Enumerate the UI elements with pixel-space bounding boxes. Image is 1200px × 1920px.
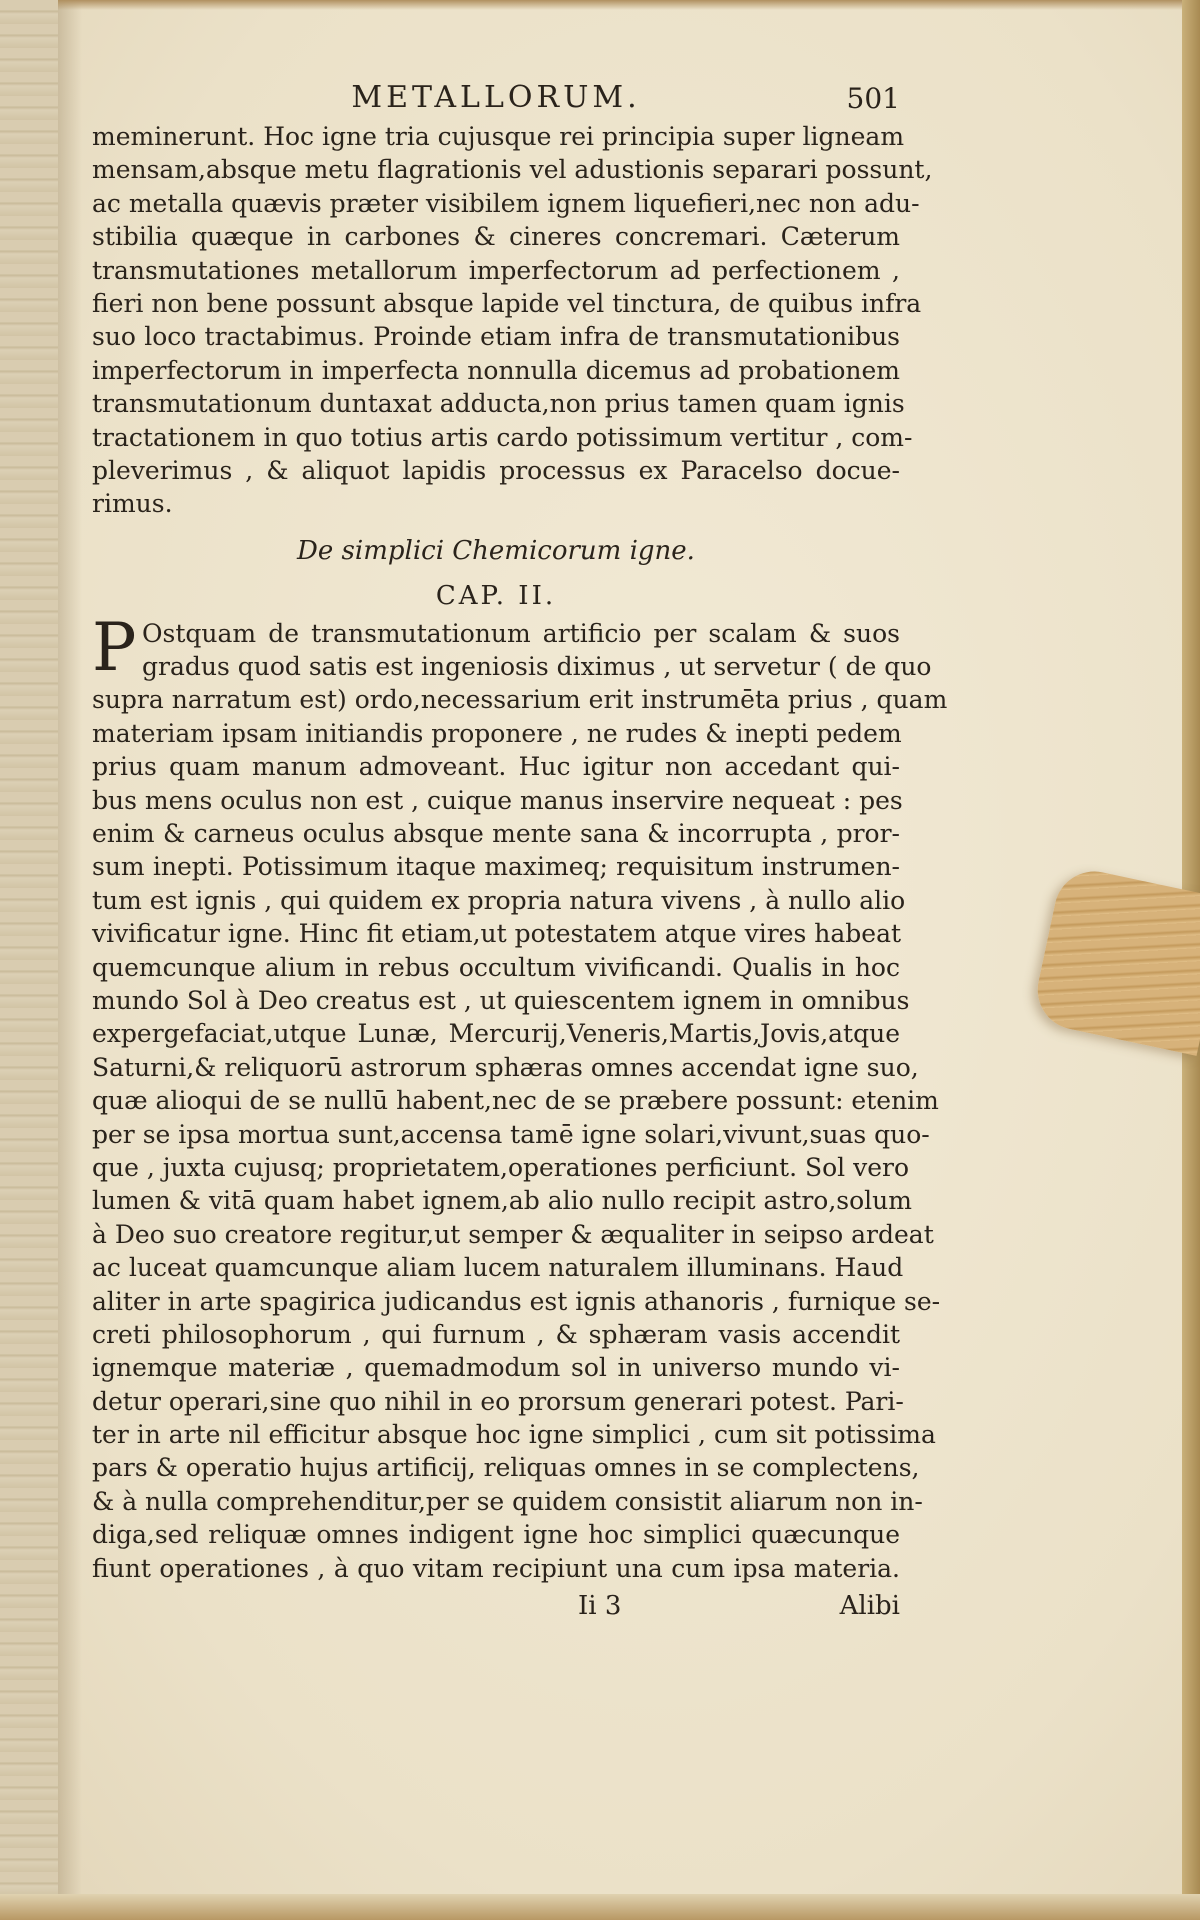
text-block: [92, 78, 948, 1627]
text-line: mundo Sol à Deo creatus est , ut quiescentem ignem in omnibus: [92, 985, 910, 1015]
text-line: per se ipsa mortua sunt,accensa tamē igne solari,vivunt,suas quo-: [92, 1119, 930, 1149]
text-line: expergefaciat,utque Lunæ, Mercurij,Veneris,Martis,Jovis,atque: [92, 1019, 900, 1049]
text-line: ter in arte nil efficitur absque hoc igne simplici , cum sit potissima: [92, 1420, 936, 1450]
running-head: METALLORUM.: [351, 80, 641, 115]
wooden-page-holder: [1030, 864, 1200, 1056]
text-line: bus mens oculus non est , cuique manus inservire nequeat : pes: [92, 785, 903, 815]
text-line: à Deo suo creatore regitur,ut semper & æqualiter in seipso ardeat: [92, 1219, 934, 1249]
page-stack-left-edge: [0, 0, 58, 1920]
page-header: [92, 78, 900, 120]
text-line: aliter in arte spagirica judicandus est ignis athanoris , furnique se-: [92, 1286, 941, 1316]
text-line: quemcunque alium in rebus occultum vivificandi. Qualis in hoc: [92, 952, 900, 982]
page-footer: [92, 1587, 900, 1627]
text-line: transmutationum duntaxat adducta,non prius tamen quam ignis: [92, 389, 905, 419]
text-line: pleverimus , & aliquot lapidis processus ex Paracelso docue-: [92, 455, 900, 485]
text-line: supra narratum est) ordo,necessarium erit instrumēta prius , quam: [92, 685, 948, 715]
drop-cap: P: [92, 608, 137, 686]
text-line: imperfectorum in imperfecta nonnulla dicemus ad probationem: [92, 355, 900, 385]
paragraph-1: [92, 120, 933, 521]
text-line: meminerunt. Hoc igne tria cujusque rei principia super ligneam: [92, 122, 905, 151]
text-line: Saturni,& reliquorū astrorum sphæras omnes accendat igne suo,: [92, 1052, 919, 1082]
paragraph-2: [92, 608, 948, 1585]
text-line: que , juxta cujusq; proprietatem,operationes perficiunt. Sol vero: [92, 1152, 910, 1182]
text-line: vivificatur igne. Hinc fit etiam,ut potestatem atque vires habeat: [92, 919, 902, 949]
chapter-heading: CAP. II.: [435, 580, 557, 611]
text-line: fiunt operationes , à quo vitam recipiunt una cum ipsa materia.: [92, 1553, 900, 1583]
text-line: ac luceat quamcunque aliam lucem naturalem illuminans. Haud: [92, 1253, 904, 1283]
text-line: gradus quod satis est ingeniosis diximus , ut servetur ( de quo: [142, 652, 932, 682]
page-bottom-edge: [0, 1894, 1200, 1920]
text-line: tractationem in quo totius artis cardo potissimum vertitur , com-: [92, 422, 913, 452]
catchword: Alibi: [839, 1591, 900, 1622]
page-number: 501: [846, 82, 900, 115]
text-line: diga,sed reliquæ omnes indigent igne hoc simplici quæcunque: [92, 1520, 900, 1550]
text-line: suo loco tractabimus. Proinde etiam infra de transmutationibus: [92, 322, 900, 352]
text-line: stibilia quæque in carbones & cineres concremari. Cæterum: [92, 222, 900, 252]
text-line: sum inepti. Potissimum itaque maximeq; requisitum instrumen-: [92, 852, 900, 882]
text-line: fieri non bene possunt absque lapide vel tinctura, de quibus infra: [92, 288, 922, 318]
signature-mark: Ii 3: [578, 1591, 622, 1622]
text-line: & à nulla comprehenditur,per se quidem consistit aliarum non in-: [92, 1486, 923, 1516]
text-line: ac metalla quævis præter visibilem ignem liquefieri,nec non adu-: [92, 188, 920, 218]
text-line: quæ alioqui de se nullū habent,nec de se præbere possunt: etenim: [92, 1086, 939, 1116]
text-line: prius quam manum admoveant. Huc igitur non accedant qui-: [92, 752, 900, 782]
text-line: materiam ipsam initiandis proponere , ne rudes & inepti pedem: [92, 718, 902, 748]
text-line: enim & carneus oculus absque mente sana & incorrupta , pror-: [92, 819, 900, 849]
text-line: creti philosophorum , qui furnum , & sphæram vasis accendit: [92, 1319, 900, 1349]
text-line: ignemque materiæ , quemadmodum sol in universo mundo vi-: [92, 1353, 900, 1383]
text-line: mensam,absque metu flagrationis vel adustionis separari possunt,: [92, 155, 933, 185]
text-line: transmutationes metallorum imperfectorum ad perfectionem ,: [92, 255, 900, 285]
text-line: Ostquam de transmutationum artificio per scalam & suos: [142, 618, 900, 648]
text-line: tum est ignis , qui quidem ex propria natura vivens , à nullo alio: [92, 885, 906, 915]
text-line: rimus.: [92, 489, 173, 519]
text-line: pars & operatio hujus artificij, reliquas omnes in se complectens,: [92, 1453, 920, 1483]
section-title: De simplici Chemicorum igne.: [297, 535, 695, 566]
text-line: detur operari,sine quo nihil in eo prorsum generari potest. Pari-: [92, 1386, 904, 1416]
text-line: lumen & vitā quam habet ignem,ab alio nullo recipit astro,solum: [92, 1186, 912, 1216]
gutter-shadow: [58, 0, 82, 1920]
page-top-edge: [58, 0, 1182, 10]
